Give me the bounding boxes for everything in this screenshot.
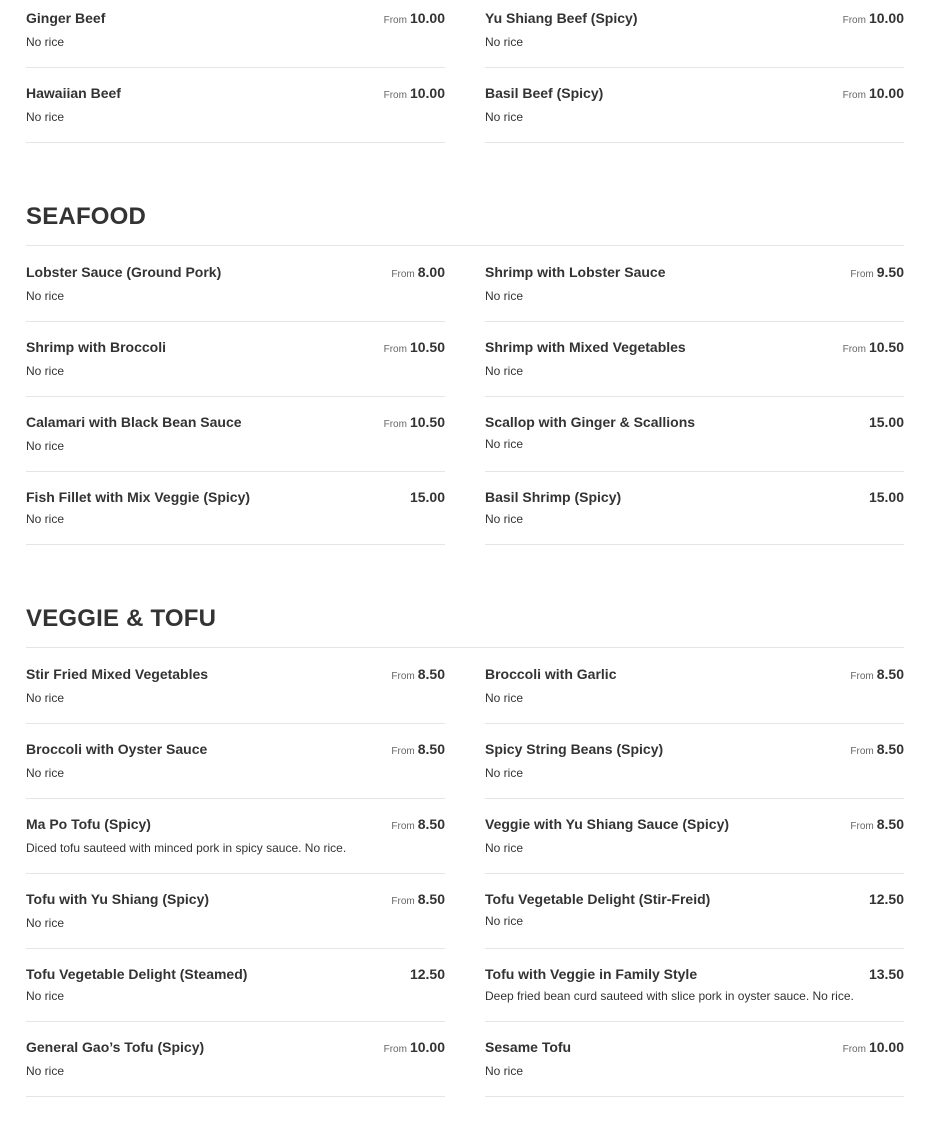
- menu-item-basil-shrimp[interactable]: [485, 479, 904, 545]
- menu-item-description: No rice: [485, 437, 524, 451]
- section-divider: [26, 647, 904, 648]
- menu-item-name: Yu Shiang Beef (Spicy): [485, 10, 638, 26]
- menu-item-tofu-vegetable-delight-steamed[interactable]: [26, 956, 445, 1022]
- menu-item-description: No rice: [26, 512, 65, 526]
- price-from-label: From: [842, 15, 866, 26]
- menu-item-price: From 10.00: [383, 10, 445, 26]
- menu-item-spicy-string-beans[interactable]: [485, 731, 904, 799]
- menu-item-description: No rice: [26, 916, 65, 930]
- menu-item-price: From 10.00: [383, 85, 445, 101]
- menu-item-price: From 8.50: [850, 741, 904, 757]
- menu-item-price: 12.50: [868, 891, 904, 907]
- menu-item-name: Calamari with Black Bean Sauce: [26, 414, 242, 430]
- menu-item-tofu-vegetable-delight-stir-fried[interactable]: [485, 881, 904, 949]
- section-title-seafood: SEAFOOD: [26, 203, 147, 230]
- menu-item-price: From 10.00: [383, 1039, 445, 1055]
- menu-item-ginger-beef[interactable]: [26, 0, 445, 68]
- price-from-label: From: [842, 344, 866, 355]
- menu-item-name: Shrimp with Lobster Sauce: [485, 264, 666, 280]
- price-from-label: From: [850, 671, 874, 682]
- price-from-label: From: [391, 896, 415, 907]
- menu-item-description: No rice: [26, 35, 65, 49]
- price-from-label: From: [850, 746, 874, 757]
- menu-item-description: No rice: [485, 512, 524, 526]
- menu-item-price: From 9.50: [850, 264, 904, 280]
- menu-item-name: Shrimp with Broccoli: [26, 339, 167, 355]
- menu-item-general-gaos-tofu[interactable]: [26, 1029, 445, 1097]
- menu-item-ma-po-tofu[interactable]: [26, 806, 445, 874]
- menu-item-lobster-sauce[interactable]: [26, 254, 445, 322]
- menu-item-name: Tofu Vegetable Delight (Stir-Freid): [485, 891, 711, 907]
- price-from-label: From: [391, 821, 415, 832]
- menu-item-price: 13.50: [868, 966, 904, 982]
- price-from-label: From: [383, 1044, 407, 1055]
- menu-item-description: No rice: [485, 914, 524, 928]
- price-from-label: From: [842, 1044, 866, 1055]
- menu-item-name: Lobster Sauce (Ground Pork): [26, 264, 222, 280]
- menu-item-name: Tofu with Yu Shiang (Spicy): [26, 891, 210, 907]
- menu-item-name: Broccoli with Oyster Sauce: [26, 741, 208, 757]
- price-from-label: From: [850, 821, 874, 832]
- menu-item-price: 15.00: [868, 489, 904, 505]
- price-from-label: From: [383, 15, 407, 26]
- menu-item-name: Hawaiian Beef: [26, 85, 121, 101]
- menu-item-price: From 8.50: [850, 816, 904, 832]
- menu-item-description: No rice: [485, 364, 524, 378]
- menu-item-price: From 10.00: [842, 1039, 904, 1055]
- menu-item-name: Basil Beef (Spicy): [485, 85, 604, 101]
- menu-item-name: Ginger Beef: [26, 10, 106, 26]
- menu-item-description: No rice: [485, 35, 524, 49]
- menu-item-shrimp-lobster-sauce[interactable]: [485, 254, 904, 322]
- menu-item-price: 15.00: [409, 489, 445, 505]
- menu-item-description: No rice: [26, 1064, 65, 1078]
- menu-item-calamari[interactable]: [26, 404, 445, 472]
- menu-item-name: Scallop with Ginger & Scallions: [485, 414, 696, 430]
- menu-item-name: Stir Fried Mixed Vegetables: [26, 666, 209, 682]
- menu-item-description: No rice: [26, 766, 65, 780]
- menu-item-price: From 8.50: [391, 891, 445, 907]
- menu-item-price: From 10.50: [383, 414, 445, 430]
- menu-item-description: No rice: [485, 691, 524, 705]
- menu-item-price: From 8.50: [391, 666, 445, 682]
- menu-item-name: Fish Fillet with Mix Veggie (Spicy): [26, 489, 251, 505]
- menu-item-description: No rice: [26, 364, 65, 378]
- menu-item-name: Sesame Tofu: [485, 1039, 572, 1055]
- menu-item-shrimp-broccoli[interactable]: [26, 329, 445, 397]
- menu-item-fish-fillet[interactable]: [26, 479, 445, 545]
- menu-item-description: No rice: [485, 766, 524, 780]
- menu-item-name: Spicy String Beans (Spicy): [485, 741, 664, 757]
- menu-item-stir-fried-mixed-vegetables[interactable]: [26, 656, 445, 724]
- menu-item-name: General Gao’s Tofu (Spicy): [26, 1039, 205, 1055]
- price-from-label: From: [383, 90, 407, 101]
- menu-item-basil-beef[interactable]: [485, 75, 904, 143]
- menu-item-description: No rice: [485, 289, 524, 303]
- menu-item-name: Shrimp with Mixed Vegetables: [485, 339, 686, 355]
- menu-item-price: From 8.50: [391, 816, 445, 832]
- menu-item-name: Veggie with Yu Shiang Sauce (Spicy): [485, 816, 730, 832]
- menu-item-name: Tofu Vegetable Delight (Steamed): [26, 966, 248, 982]
- menu-item-broccoli-oyster-sauce[interactable]: [26, 731, 445, 799]
- price-from-label: From: [391, 671, 415, 682]
- menu-item-veggie-yu-shiang[interactable]: [485, 806, 904, 874]
- menu-item-description: No rice: [26, 989, 65, 1003]
- menu-item-price: 12.50: [409, 966, 445, 982]
- menu-item-name: Basil Shrimp (Spicy): [485, 489, 622, 505]
- menu-item-price: From 10.00: [842, 10, 904, 26]
- menu-item-description: No rice: [26, 110, 65, 124]
- menu-item-description: No rice: [26, 691, 65, 705]
- menu-item-scallop[interactable]: [485, 404, 904, 472]
- menu-item-description: No rice: [485, 1064, 524, 1078]
- menu-item-description: No rice: [26, 289, 65, 303]
- menu-item-shrimp-mixed-vegetables[interactable]: [485, 329, 904, 397]
- menu-item-price: From 8.50: [391, 741, 445, 757]
- price-from-label: From: [842, 90, 866, 101]
- menu-item-description: No rice: [26, 439, 65, 453]
- menu-item-description: No rice: [485, 110, 524, 124]
- section-divider: [26, 245, 904, 246]
- menu-item-sesame-tofu[interactable]: [485, 1029, 904, 1097]
- menu-item-price: From 10.50: [383, 339, 445, 355]
- menu-item-price: From 10.50: [842, 339, 904, 355]
- menu-item-hawaiian-beef[interactable]: [26, 75, 445, 143]
- menu-item-price: From 10.00: [842, 85, 904, 101]
- menu-item-description: Deep fried bean curd sauteed with slice pork in oyster sauce. No rice.: [485, 989, 854, 1003]
- menu-item-broccoli-garlic[interactable]: [485, 656, 904, 724]
- price-from-label: From: [850, 269, 874, 280]
- menu-item-yu-shiang-beef[interactable]: [485, 0, 904, 68]
- menu-item-tofu-veggie-family-style[interactable]: [485, 956, 904, 1022]
- section-title-veggie-tofu: VEGGIE & TOFU: [26, 605, 217, 632]
- price-from-label: From: [383, 344, 407, 355]
- price-from-label: From: [383, 419, 407, 430]
- menu-item-name: Tofu with Veggie in Family Style: [485, 966, 698, 982]
- menu-item-name: Ma Po Tofu (Spicy): [26, 816, 151, 832]
- menu-item-name: Broccoli with Garlic: [485, 666, 617, 682]
- menu-item-description: Diced tofu sauteed with minced pork in spicy sauce. No rice.: [26, 841, 347, 855]
- price-from-label: From: [391, 269, 415, 280]
- price-from-label: From: [391, 746, 415, 757]
- menu-item-price: 15.00: [868, 414, 904, 430]
- menu-item-price: From 8.50: [850, 666, 904, 682]
- menu-item-price: From 8.00: [391, 264, 445, 280]
- menu-item-tofu-yu-shiang[interactable]: [26, 881, 445, 949]
- menu-item-description: No rice: [485, 841, 524, 855]
